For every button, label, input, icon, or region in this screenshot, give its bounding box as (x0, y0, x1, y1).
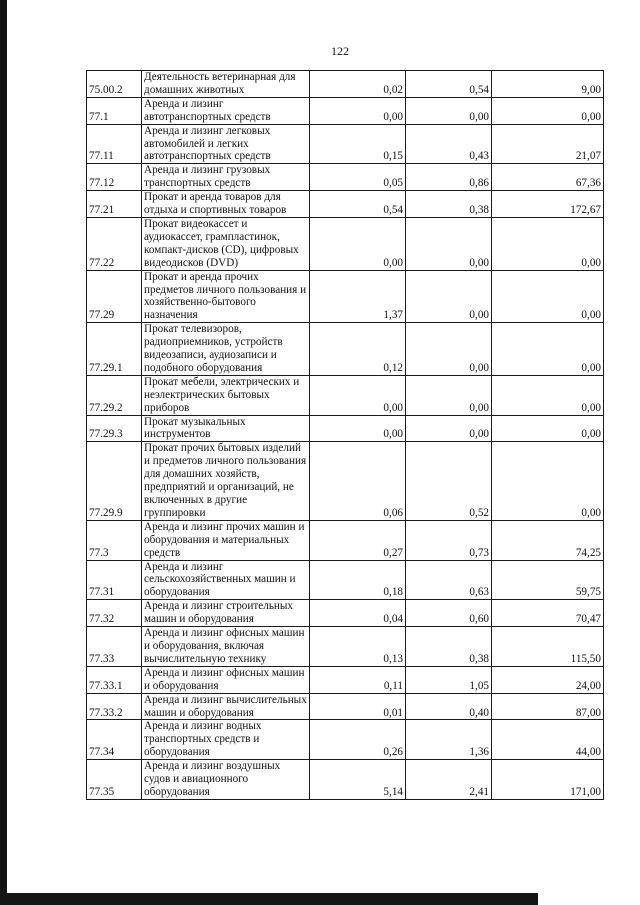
value-2-cell: 0,86 (406, 164, 492, 191)
value-2-cell: 0,54 (406, 71, 492, 98)
value-3-cell: 9,00 (492, 71, 604, 98)
value-3-cell: 70,47 (492, 600, 604, 627)
value-1-cell: 0,12 (310, 323, 406, 376)
value-1-cell: 0,00 (310, 217, 406, 270)
table-row (87, 124, 604, 164)
value-3-cell: 0,00 (492, 375, 604, 415)
code-cell: 77.29.1 (87, 323, 142, 376)
value-1-cell: 0,04 (310, 600, 406, 627)
name-cell: Прокат телевизоров, радиоприемников, устройств видеозаписи, аудиозаписи и подобного оборудования (142, 323, 310, 376)
name-cell: Аренда и лизинг офисных машин и оборудования (142, 666, 310, 693)
name-cell: Прокат видеокассет и аудиокассет, грампластинок, компакт-дисков (CD), цифровых видеодисков (DVD) (142, 217, 310, 270)
value-1-cell: 0,00 (310, 97, 406, 124)
table-row (87, 560, 604, 600)
value-3-cell: 0,00 (492, 97, 604, 124)
table-row (87, 71, 604, 98)
value-3-cell: 21,07 (492, 124, 604, 164)
table-body (87, 71, 604, 800)
name-cell: Прокат мебели, электрических и неэлектрических бытовых приборов (142, 375, 310, 415)
code-cell: 77.33.1 (87, 666, 142, 693)
value-2-cell: 0,00 (406, 270, 492, 323)
name-cell: Прокат прочих бытовых изделий и предметов личного пользования для домашних хозяйств, предприятий и организаций, не включенных в другие группировки (142, 442, 310, 520)
table-row (87, 520, 604, 560)
value-3-cell: 67,36 (492, 164, 604, 191)
name-cell: Аренда и лизинг прочих машин и оборудования и материальных средств (142, 520, 310, 560)
scan-edge-bottom (0, 893, 538, 905)
code-cell: 77.32 (87, 600, 142, 627)
value-3-cell: 172,67 (492, 191, 604, 218)
name-cell: Аренда и лизинг сельскохозяйственных машин и оборудования (142, 560, 310, 600)
value-1-cell: 5,14 (310, 760, 406, 800)
value-3-cell: 0,00 (492, 217, 604, 270)
value-2-cell: 1,36 (406, 720, 492, 760)
value-3-cell: 24,00 (492, 666, 604, 693)
value-3-cell: 0,00 (492, 270, 604, 323)
table-row (87, 415, 604, 442)
value-3-cell: 74,25 (492, 520, 604, 560)
value-2-cell: 0,00 (406, 323, 492, 376)
table-row (87, 720, 604, 760)
table-row (87, 760, 604, 800)
name-cell: Аренда и лизинг водных транспортных средств и оборудования (142, 720, 310, 760)
table-row (87, 693, 604, 720)
code-cell: 77.22 (87, 217, 142, 270)
value-3-cell: 87,00 (492, 693, 604, 720)
code-cell: 77.3 (87, 520, 142, 560)
data-table (86, 70, 604, 800)
value-1-cell: 0,02 (310, 71, 406, 98)
value-1-cell: 0,11 (310, 666, 406, 693)
code-cell: 77.33 (87, 627, 142, 667)
table-row (87, 270, 604, 323)
code-cell: 77.29.2 (87, 375, 142, 415)
table-row (87, 217, 604, 270)
name-cell: Прокат и аренда прочих предметов личного пользования и хозяйственно-бытового назначения (142, 270, 310, 323)
name-cell: Аренда и лизинг офисных машин и оборудования, включая вычислительную технику (142, 627, 310, 667)
code-cell: 77.31 (87, 560, 142, 600)
value-1-cell: 0,54 (310, 191, 406, 218)
value-3-cell: 59,75 (492, 560, 604, 600)
table-row (87, 627, 604, 667)
table-row (87, 442, 604, 520)
value-2-cell: 0,40 (406, 693, 492, 720)
table-row (87, 375, 604, 415)
value-1-cell: 0,06 (310, 442, 406, 520)
code-cell: 77.1 (87, 97, 142, 124)
table-row (87, 97, 604, 124)
table-row (87, 600, 604, 627)
page-number: 122 (331, 44, 349, 58)
code-cell: 77.35 (87, 760, 142, 800)
value-2-cell: 0,38 (406, 627, 492, 667)
name-cell: Аренда и лизинг строительных машин и оборудования (142, 600, 310, 627)
value-3-cell: 0,00 (492, 442, 604, 520)
value-1-cell: 0,00 (310, 415, 406, 442)
value-1-cell: 0,01 (310, 693, 406, 720)
value-1-cell: 0,13 (310, 627, 406, 667)
value-1-cell: 0,05 (310, 164, 406, 191)
value-3-cell: 44,00 (492, 720, 604, 760)
value-1-cell: 0,18 (310, 560, 406, 600)
name-cell: Деятельность ветеринарная для домашних животных (142, 71, 310, 98)
value-1-cell: 0,26 (310, 720, 406, 760)
value-2-cell: 2,41 (406, 760, 492, 800)
table-row (87, 191, 604, 218)
value-2-cell: 1,05 (406, 666, 492, 693)
value-2-cell: 0,52 (406, 442, 492, 520)
code-cell: 77.33.2 (87, 693, 142, 720)
name-cell: Аренда и лизинг автотранспортных средств (142, 97, 310, 124)
value-3-cell: 0,00 (492, 323, 604, 376)
value-3-cell: 115,50 (492, 627, 604, 667)
value-2-cell: 0,00 (406, 217, 492, 270)
value-2-cell: 0,43 (406, 124, 492, 164)
code-cell: 75.00.2 (87, 71, 142, 98)
table-row (87, 666, 604, 693)
table-row (87, 164, 604, 191)
value-1-cell: 0,27 (310, 520, 406, 560)
code-cell: 77.21 (87, 191, 142, 218)
name-cell: Прокат музыкальных инструментов (142, 415, 310, 442)
value-2-cell: 0,38 (406, 191, 492, 218)
table-row (87, 323, 604, 376)
value-2-cell: 0,00 (406, 375, 492, 415)
value-2-cell: 0,63 (406, 560, 492, 600)
value-2-cell: 0,73 (406, 520, 492, 560)
value-1-cell: 1,37 (310, 270, 406, 323)
value-2-cell: 0,00 (406, 97, 492, 124)
name-cell: Прокат и аренда товаров для отдыха и спортивных товаров (142, 191, 310, 218)
scan-edge-left (0, 0, 7, 905)
code-cell: 77.29 (87, 270, 142, 323)
value-3-cell: 171,00 (492, 760, 604, 800)
code-cell: 77.12 (87, 164, 142, 191)
name-cell: Аренда и лизинг легковых автомобилей и легких автотранспортных средств (142, 124, 310, 164)
code-cell: 77.29.9 (87, 442, 142, 520)
code-cell: 77.34 (87, 720, 142, 760)
code-cell: 77.11 (87, 124, 142, 164)
code-cell: 77.29.3 (87, 415, 142, 442)
name-cell: Аренда и лизинг вычислительных машин и оборудования (142, 693, 310, 720)
value-2-cell: 0,60 (406, 600, 492, 627)
name-cell: Аренда и лизинг воздушных судов и авиационного оборудования (142, 760, 310, 800)
value-2-cell: 0,00 (406, 415, 492, 442)
value-1-cell: 0,00 (310, 375, 406, 415)
value-1-cell: 0,15 (310, 124, 406, 164)
name-cell: Аренда и лизинг грузовых транспортных средств (142, 164, 310, 191)
value-3-cell: 0,00 (492, 415, 604, 442)
